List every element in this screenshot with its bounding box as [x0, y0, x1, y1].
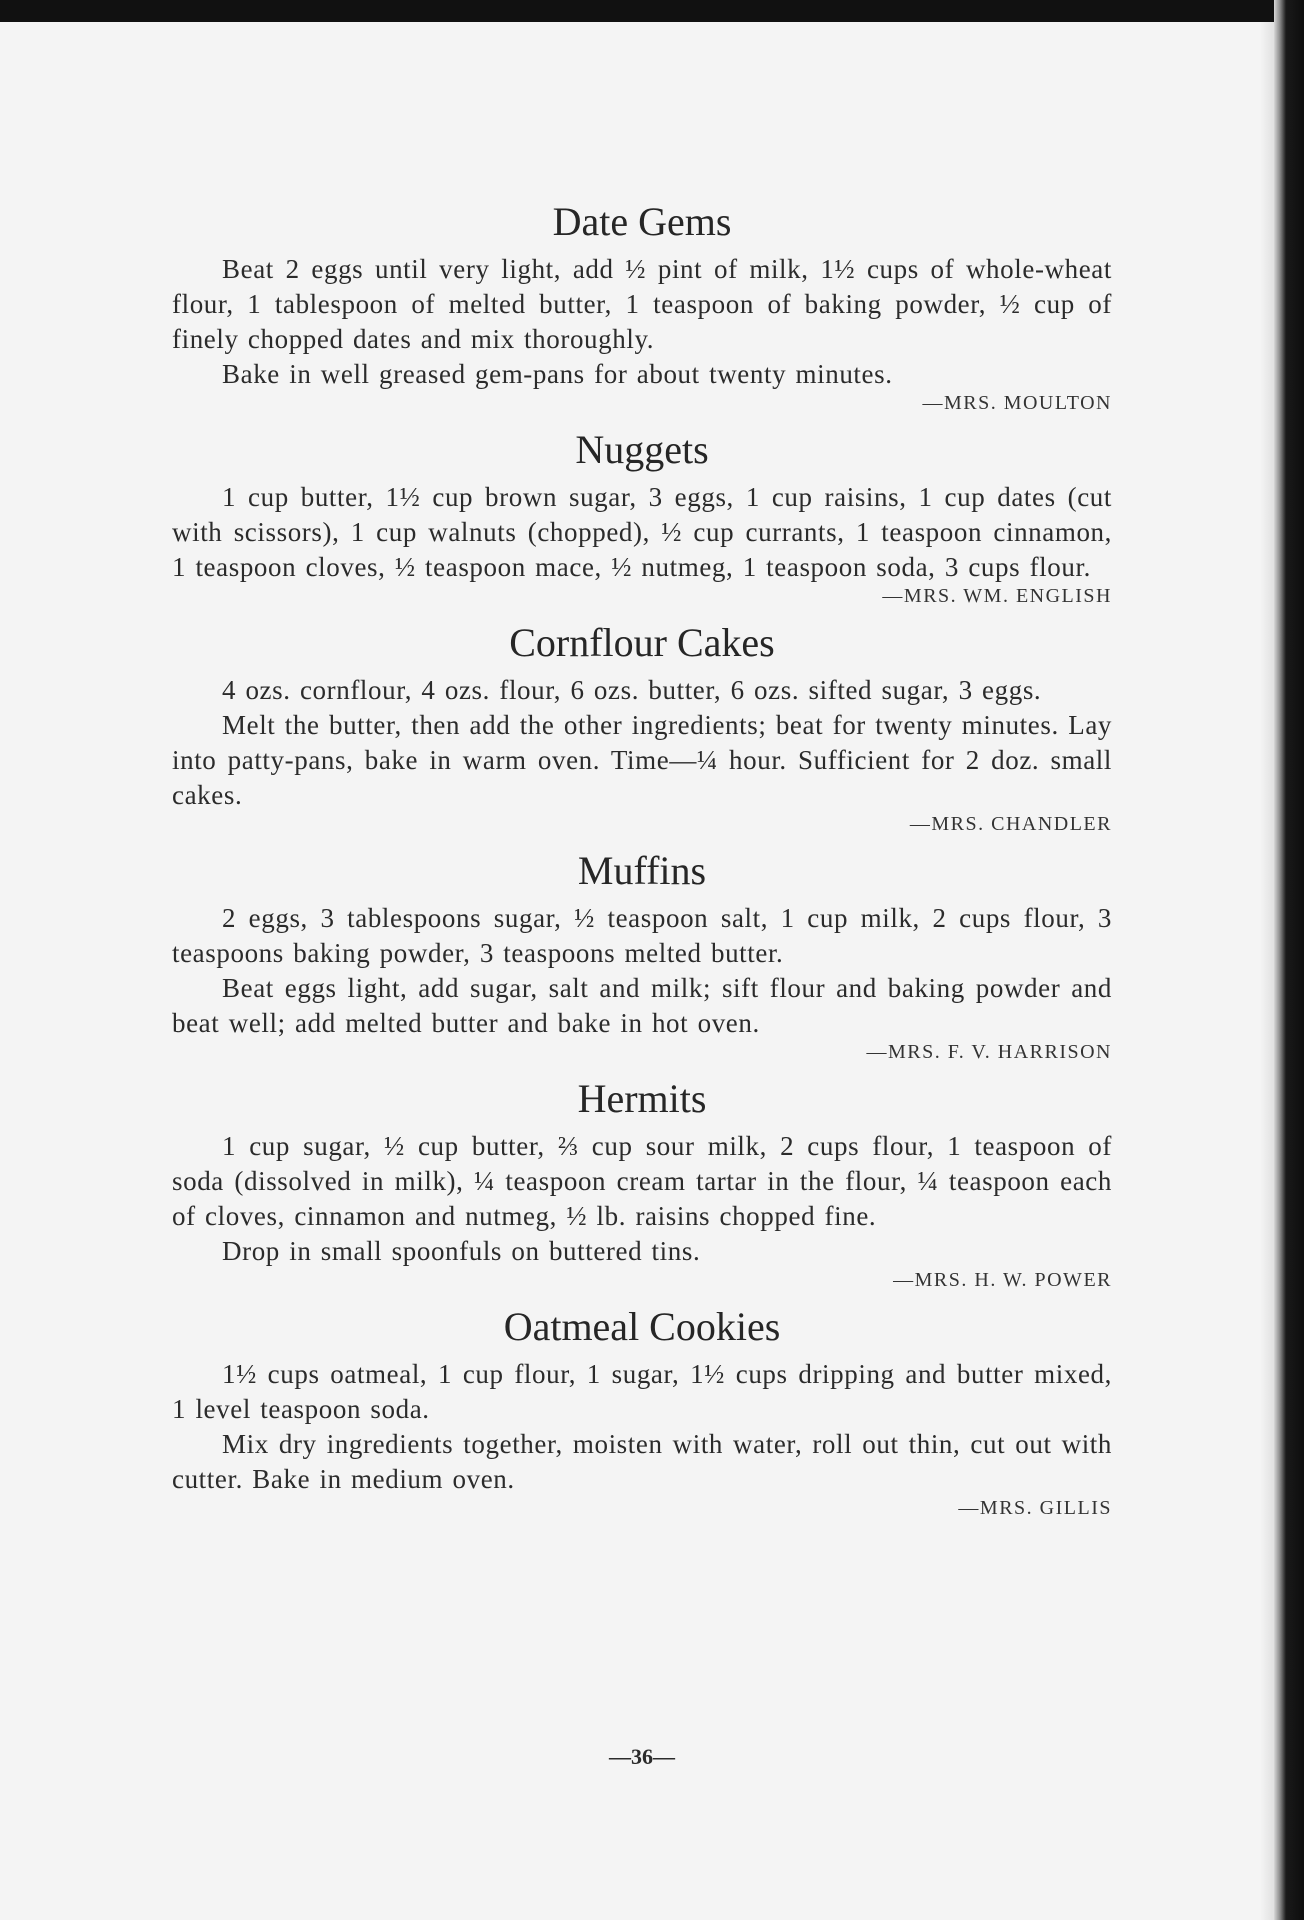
recipe-title: Date Gems [552, 199, 732, 244]
recipe-credit: —MRS. F. V. HARRISON [866, 1041, 1112, 1063]
recipe-paragraph: 1 cup sugar, ½ cup butter, ⅔ cup sour milk, 2 cups flour, 1 teaspoon of soda (dissolved in milk), ¼ teaspoon cream tartar in the flour, ¼ teaspoon each of cloves, cinnamon and nutmeg, ½ lb. raisins chopped fine. [172, 1131, 1112, 1231]
recipe-oatmeal-cookies [172, 1305, 1112, 1519]
recipe-paragraph: 2 eggs, 3 tablespoons sugar, ½ teaspoon salt, 1 cup milk, 2 cups flour, 3 teaspoons baking powder, 3 teaspoons melted butter. [172, 903, 1112, 968]
recipe-paragraph: Beat 2 eggs until very light, add ½ pint of milk, 1½ cups of whole-wheat flour, 1 tablespoon of melted butter, 1 teaspoon of baking powder, ½ cup of finely chopped dates and mix thoroughly. [172, 254, 1112, 354]
recipe-paragraph: Mix dry ingredients together, moisten with water, roll out thin, cut out with cutter. Bake in medium oven. [172, 1429, 1112, 1494]
recipe-date-gems [172, 200, 1112, 414]
recipe-hermits [172, 1077, 1112, 1291]
recipe-muffins [172, 849, 1112, 1063]
recipe-title: Oatmeal Cookies [503, 1304, 781, 1349]
recipe-nuggets [172, 428, 1112, 607]
recipe-title: Hermits [577, 1076, 707, 1121]
recipe-paragraph: 4 ozs. cornflour, 4 ozs. flour, 6 ozs. butter, 6 ozs. sifted sugar, 3 eggs. [222, 675, 1042, 705]
recipe-paragraph: Drop in small spoonfuls on buttered tins. [222, 1236, 701, 1266]
page-edge-shadow [1260, 22, 1274, 1920]
recipe-paragraph: Bake in well greased gem-pans for about twenty minutes. [222, 359, 893, 389]
recipe-credit: —MRS. CHANDLER [909, 813, 1112, 835]
recipe-paragraph: Beat eggs light, add sugar, salt and milk; sift flour and baking powder and beat well; add melted butter and bake in hot oven. [172, 973, 1112, 1038]
recipe-title: Cornflour Cakes [509, 620, 775, 665]
recipe-title: Nuggets [575, 427, 709, 472]
recipe-paragraph: 1 cup butter, 1½ cup brown sugar, 3 eggs, 1 cup raisins, 1 cup dates (cut with scissors), 1 cup walnuts (chopped), ½ cup currants, 1 teaspoon cinnamon, 1 teaspoon cloves, ½ teaspoon mace, ½ nutmeg, 1 teaspoon soda, 3 cups flour. [172, 482, 1112, 582]
scan-top-border [0, 0, 1304, 22]
scan-right-border [1274, 0, 1304, 1920]
recipe-paragraph: Melt the butter, then add the other ingredients; beat for twenty minutes. Lay into patty-pans, bake in warm oven. Time—¼ hour. Sufficient for 2 doz. small cakes. [172, 710, 1112, 810]
page-number: —36— [609, 1744, 675, 1769]
page-content [172, 200, 1112, 1533]
recipe-cornflour-cakes [172, 621, 1112, 835]
recipe-paragraph: 1½ cups oatmeal, 1 cup flour, 1 sugar, 1½ cups dripping and butter mixed, 1 level teaspoon soda. [172, 1359, 1112, 1424]
recipe-credit: —MRS. MOULTON [922, 392, 1112, 414]
recipe-credit: —MRS. H. W. POWER [893, 1269, 1112, 1291]
recipe-title: Muffins [577, 848, 707, 893]
recipe-credit: —MRS. WM. ENGLISH [882, 585, 1112, 607]
recipe-credit: —MRS. GILLIS [958, 1497, 1112, 1519]
